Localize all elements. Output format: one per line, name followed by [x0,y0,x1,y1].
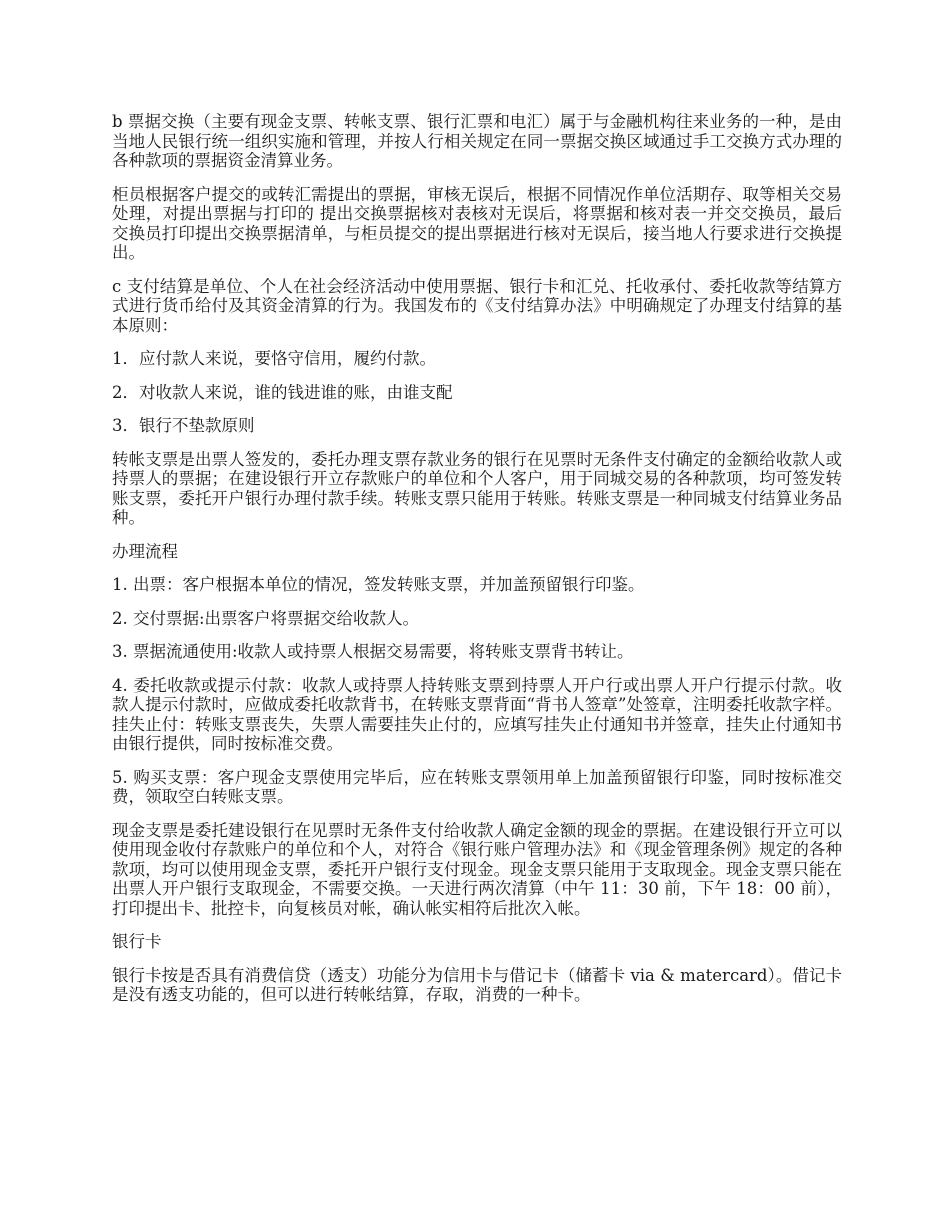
list-item-step-2: 2. 交付票据:出票客户将票据交给收款人。 [112,608,420,628]
section-heading-bank-card: 银行卡 [112,932,162,951]
list-item-step-5: 5. 购买支票：客户现金支票使用完毕后，应在转账支票领用单上加盖预留银行印鉴，同时按标准交费，领取空白转账支票。 [112,767,842,806]
paragraph-teller-process: 柜员根据客户提交的或转汇需提出的票据，审核无误后，根据不同情况作单位活期存、取等相关交易处理，对提出票据与打印的 提出交换票据核对表核对无误后，将票据和核对表一并交交换员，最后交换员打印提出交换票据清单，与柜员提交的提出票据进行核对无误后，接当地人行要求进行交换提出。 [112,184,842,262]
paragraph-payment-settlement: c 支付结算是单位、个人在社会经济活动中使用票据、银行卡和汇兑、托收承付、委托收款等结算方式进行货币给付及其资金清算的行为。我国发布的《支付结算办法》中明确规定了办理支付结算的基本原则： [112,276,842,335]
paragraph-bill-exchange: b 票据交换（主要有现金支票、转帐支票、银行汇票和电汇）属于与金融机构往来业务的一种，是由当地人民银行统一组织实施和管理，并按人行相关规定在同一票据交换区域通过手工交换方式办理的各种款项的票据资金清算业务。 [112,112,842,170]
list-item-step-4: 4. 委托收款或提示付款：收款人或持票人持转账支票到持票人开户行或出票人开户行提示付款。收款人提示付款时，应做成委托收款背书，在转账支票背面“背书人签章”处签章，注明委托收款字样。挂失止付：转账支票丧失，失票人需要挂失止付的，应填写挂失止付通知书并签章，挂失止付通知书由银行提供，同时按标准交费。 [112,675,842,753]
paragraph-bank-card: 银行卡按是否具有消费信贷（透支）功能分为信用卡与借记卡（储蓄卡 via & matercard）。借记卡是没有透支功能的，但可以进行转帐结算，存取，消费的一种卡。 [112,965,842,1004]
list-item-principle-2: 2．对收款人来说，谁的钱进谁的账，由谁支配 [112,382,453,402]
list-item-principle-3: 3．银行不垫款原则 [112,416,255,435]
document-body [112,112,842,1019]
list-item-step-3: 3. 票据流通使用:收款人或持票人根据交易需要，将转账支票背书转让。 [112,642,634,661]
list-item-principle-1: 1．应付款人来说，要恪守信用，履约付款。 [112,349,436,368]
paragraph-transfer-check: 转帐支票是出票人签发的，委托办理支票存款业务的银行在见票时无条件支付确定的金额给收款人或持票人的票据；在建设银行开立存款账户的单位和个人客户，用于同城交易的各种款项，均可签发转账支票，委托开户银行办理付款手续。转账支票只能用于转账。转账支票是一种同城支付结算业务品种。 [112,449,842,527]
list-item-step-1: 1. 出票：客户根据本单位的情况，签发转账支票，并加盖预留银行印鉴。 [112,575,645,594]
section-heading-process: 办理流程 [112,541,178,561]
paragraph-cash-check: 现金支票是委托建设银行在见票时无条件支付给收款人确定金额的现金的票据。在建设银行开立可以使用现金收付存款账户的单位和个人，对符合《银行账户管理办法》和《现金管理条例》规定的各种款项，均可以使用现金支票，委托开户银行支付现金。现金支票只能用于支取现金。现金支票只能在出票人开户银行支取现金，不需要交换。一天进行两次清算（中午 11：30 前，下午 18：00 前），打印提出卡、批控卡，向复核员对帐，确认帐实相符后批次入帐。 [112,820,842,918]
